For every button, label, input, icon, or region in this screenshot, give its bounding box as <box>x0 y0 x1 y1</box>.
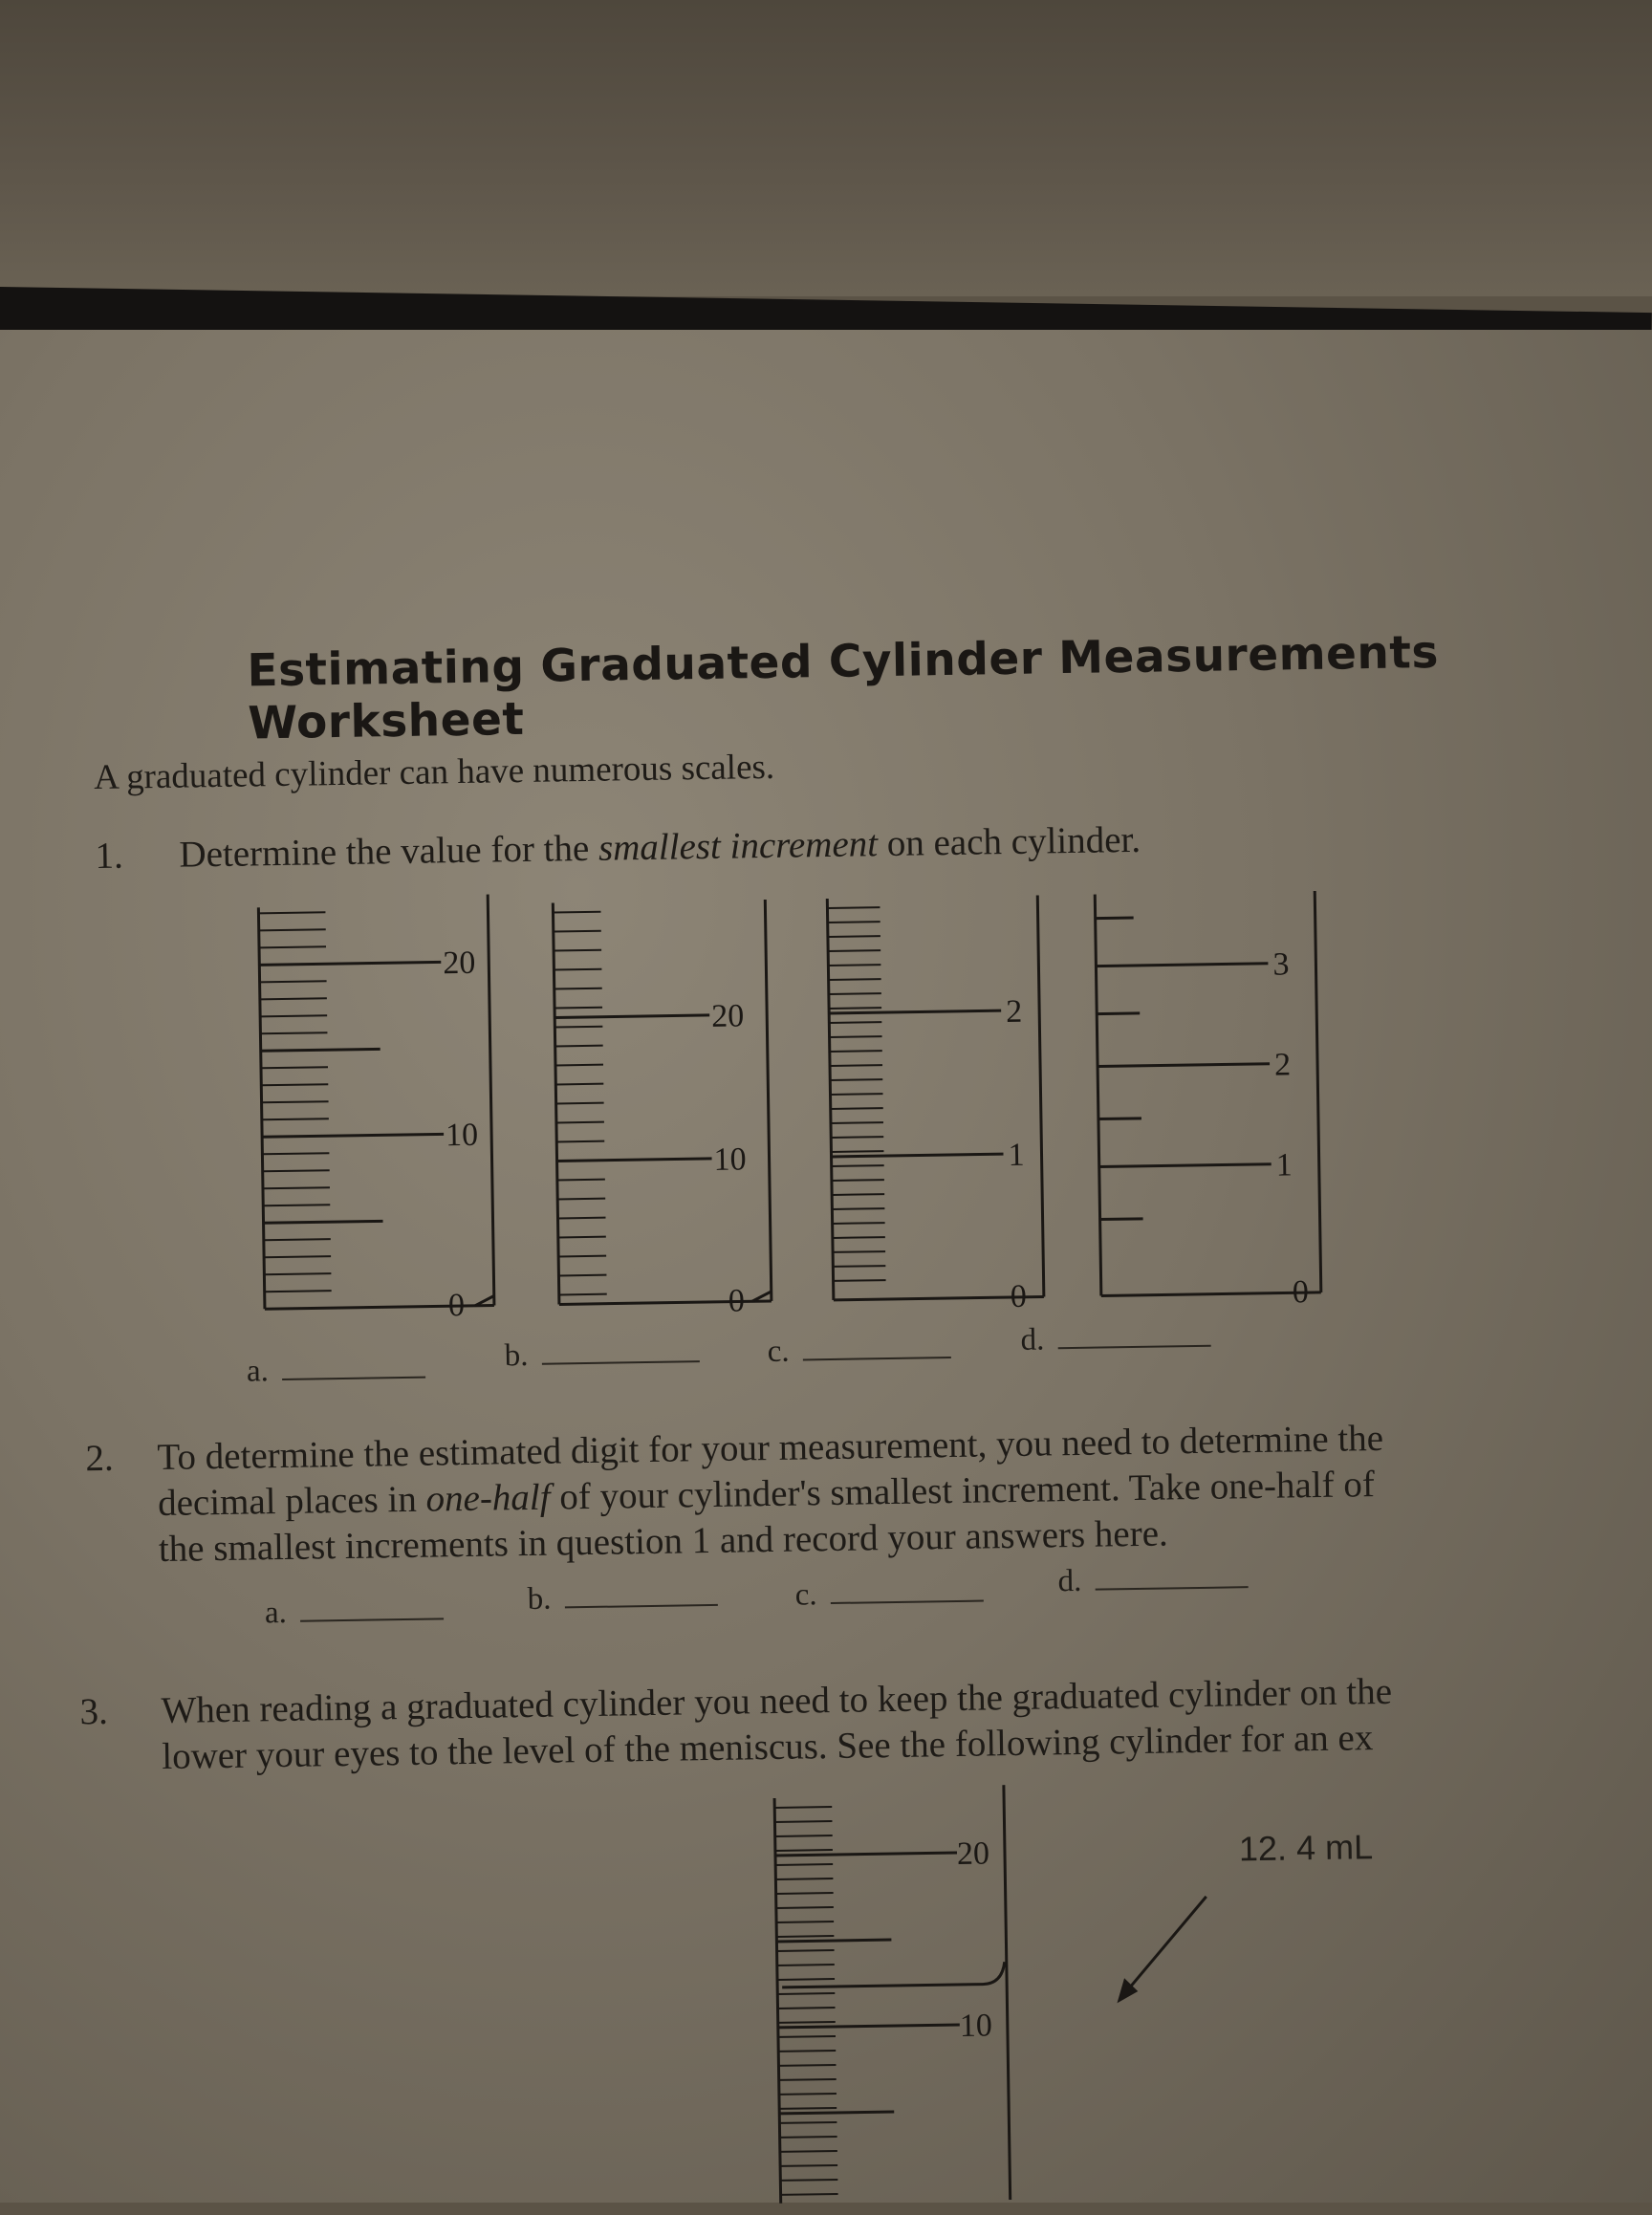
tick-mark <box>780 2180 837 2181</box>
tick-mark <box>829 993 881 994</box>
tick-mark <box>832 1165 884 1166</box>
q2-answer-d[interactable]: d. <box>1057 1561 1248 1599</box>
question-1-number: 1. <box>95 835 124 878</box>
tick-mark <box>833 1223 885 1224</box>
tick-mark <box>558 1256 606 1257</box>
tick-mark <box>774 1807 832 1808</box>
tick-mark <box>259 929 326 930</box>
q2-answer-b[interactable]: b. <box>527 1579 717 1618</box>
question-1-text: Determine the value for the smallest increment on each cylinder. <box>179 818 1141 876</box>
tick-mark <box>264 1273 331 1274</box>
tick-mark <box>828 950 880 951</box>
tick-mark <box>832 1180 884 1181</box>
tick-mark <box>554 1027 602 1028</box>
tick-mark <box>264 1256 331 1257</box>
example-label-top: 20 <box>956 1835 990 1872</box>
tick-mark <box>556 1122 604 1123</box>
tick-mark <box>830 1065 882 1066</box>
tick-mark <box>831 1122 883 1123</box>
tick-mark <box>834 1280 886 1281</box>
example-label-mid: 10 <box>959 2008 993 2044</box>
example-reading: 12. 4 mL <box>1238 1827 1374 1869</box>
question-2 <box>85 1411 1652 1579</box>
tick-mark <box>829 979 881 980</box>
tick-mark <box>261 1084 328 1085</box>
cyl-b-label-top: 20 <box>710 998 745 1034</box>
worksheet-title: Estimating Graduated Cylinder Measurements Worksheet <box>247 625 1440 750</box>
tick-mark <box>554 931 601 932</box>
q1-answer-d[interactable]: d. <box>1020 1320 1210 1358</box>
tick-mark <box>261 1067 328 1068</box>
tick-mark <box>830 1036 882 1037</box>
tick-mark <box>555 1065 603 1066</box>
tick-mark <box>553 912 600 913</box>
tick-mark <box>779 2108 837 2109</box>
tick-mark <box>829 1022 881 1023</box>
tick-mark <box>778 2065 836 2066</box>
arrow-shaft <box>1125 1897 1208 1991</box>
tick-mark <box>829 1008 881 1009</box>
tick-mark <box>265 1291 332 1292</box>
tick-mark <box>778 2008 836 2009</box>
tick-mark <box>776 1936 834 1937</box>
tick-mark <box>558 1275 606 1276</box>
tick-mark <box>263 1170 330 1171</box>
tick-mark <box>554 950 601 951</box>
cyl-d-label-3: 3 <box>1272 946 1290 983</box>
tick-mark <box>264 1239 331 1240</box>
tick-mark <box>778 2051 836 2052</box>
tick-mark <box>781 2194 838 2195</box>
cyl-a-label-zero: 0 <box>447 1287 466 1324</box>
question-3-line-2: lower your eyes to the level of the meniscus. See the following cylinder for an ex <box>161 1717 1374 1778</box>
tick-mark <box>833 1266 885 1267</box>
tick-mark <box>775 1835 833 1836</box>
tick-mark <box>558 1237 606 1238</box>
tick-mark <box>777 1979 835 1980</box>
question-2-number: 2. <box>85 1437 114 1480</box>
tick-mark <box>777 1993 835 1994</box>
tick-mark <box>831 1137 883 1138</box>
question-2-line-2: decimal places in one-half of your cylinder's smallest increment. Take one-half of <box>157 1464 1376 1525</box>
tick-mark <box>556 1141 604 1142</box>
tick-mark <box>830 1079 882 1080</box>
question-2-line-1: To determine the estimated digit for your measurement, you need to determine the <box>157 1417 1384 1479</box>
tick-mark <box>831 1094 883 1095</box>
cyl-c-label-top: 2 <box>1005 993 1023 1031</box>
tick-mark <box>262 1153 329 1154</box>
q1-cylinders-figure <box>0 866 1652 1389</box>
question-3 <box>79 1664 1652 1785</box>
tick-mark <box>259 946 326 947</box>
cylinder-c <box>827 896 1044 1300</box>
tick-mark <box>555 1084 603 1085</box>
tick-mark <box>556 1103 604 1104</box>
cyl-d-label-2: 2 <box>1273 1047 1292 1083</box>
cyl-c-label-mid: 1 <box>1008 1137 1025 1174</box>
tick-mark <box>260 1015 327 1016</box>
tick-mark <box>554 988 602 989</box>
tick-mark <box>258 912 325 913</box>
q2-answer-c[interactable]: c. <box>794 1575 983 1614</box>
tick-mark <box>779 2122 837 2123</box>
intro-text: A graduated cylinder can have numerous scales. <box>93 747 775 798</box>
tick-mark <box>557 1180 605 1181</box>
tick-mark <box>778 2022 836 2023</box>
tick-mark <box>833 1237 885 1238</box>
cyl-b-label-zero: 0 <box>728 1283 746 1319</box>
tick-mark <box>779 2094 837 2095</box>
tick-mark <box>827 907 880 908</box>
tick-mark <box>779 2079 837 2080</box>
tick-mark <box>780 2151 837 2152</box>
tick-mark <box>775 1850 833 1851</box>
question-3-line-1: When reading a graduated cylinder you need to keep the graduated cylinder on the <box>161 1670 1393 1732</box>
q2-answer-a[interactable]: a. <box>265 1593 444 1631</box>
tick-mark <box>831 1108 883 1109</box>
tick-mark <box>830 1051 882 1052</box>
cyl-a-label-mid: 10 <box>445 1117 479 1154</box>
tick-mark <box>828 965 880 966</box>
q1-answer-a[interactable]: a. <box>247 1352 425 1390</box>
tick-mark <box>557 1199 605 1200</box>
tick-mark <box>554 1008 602 1009</box>
tick-mark <box>828 922 880 923</box>
q1-answer-c[interactable]: c. <box>767 1332 950 1370</box>
question-1 <box>95 818 1141 879</box>
cylinder-b <box>553 900 772 1304</box>
tick-mark <box>780 2165 837 2166</box>
tick-mark <box>555 1046 603 1047</box>
tick-mark <box>260 998 327 999</box>
tick-mark <box>778 2036 836 2037</box>
cyl-b-label-mid: 10 <box>713 1141 747 1178</box>
cyl-a-label-top: 20 <box>443 945 476 982</box>
tick-mark <box>559 1294 607 1295</box>
tick-mark <box>777 1950 835 1951</box>
tick-mark <box>263 1187 330 1188</box>
question-2-line-3: the smallest increments in question 1 and record your answers here. <box>158 1512 1169 1571</box>
tick-mark <box>554 969 601 970</box>
tick-mark <box>774 1821 832 1822</box>
tick-mark <box>260 1032 327 1033</box>
question-3-number: 3. <box>79 1690 109 1733</box>
q1-answer-b[interactable]: b. <box>504 1336 699 1374</box>
tick-mark <box>828 936 880 937</box>
tick-mark <box>780 2137 837 2138</box>
tick-mark <box>831 1151 883 1152</box>
tick-mark <box>260 981 327 982</box>
tick-mark <box>262 1101 329 1102</box>
tick-mark <box>832 1208 884 1209</box>
tick-mark <box>262 1118 329 1119</box>
tick-mark <box>776 1907 834 1908</box>
cyl-c-label-zero: 0 <box>1010 1278 1028 1315</box>
q3-example-cylinder <box>14 1765 1652 2215</box>
tick-mark <box>832 1194 884 1195</box>
cyl-d-label-0: 0 <box>1292 1274 1310 1311</box>
tick-mark <box>558 1218 606 1219</box>
tick-mark <box>775 1878 833 1879</box>
cyl-d-label-1: 1 <box>1275 1147 1293 1184</box>
tick-mark <box>775 1864 833 1865</box>
tick-mark <box>776 1893 834 1894</box>
tick-mark <box>833 1251 885 1252</box>
